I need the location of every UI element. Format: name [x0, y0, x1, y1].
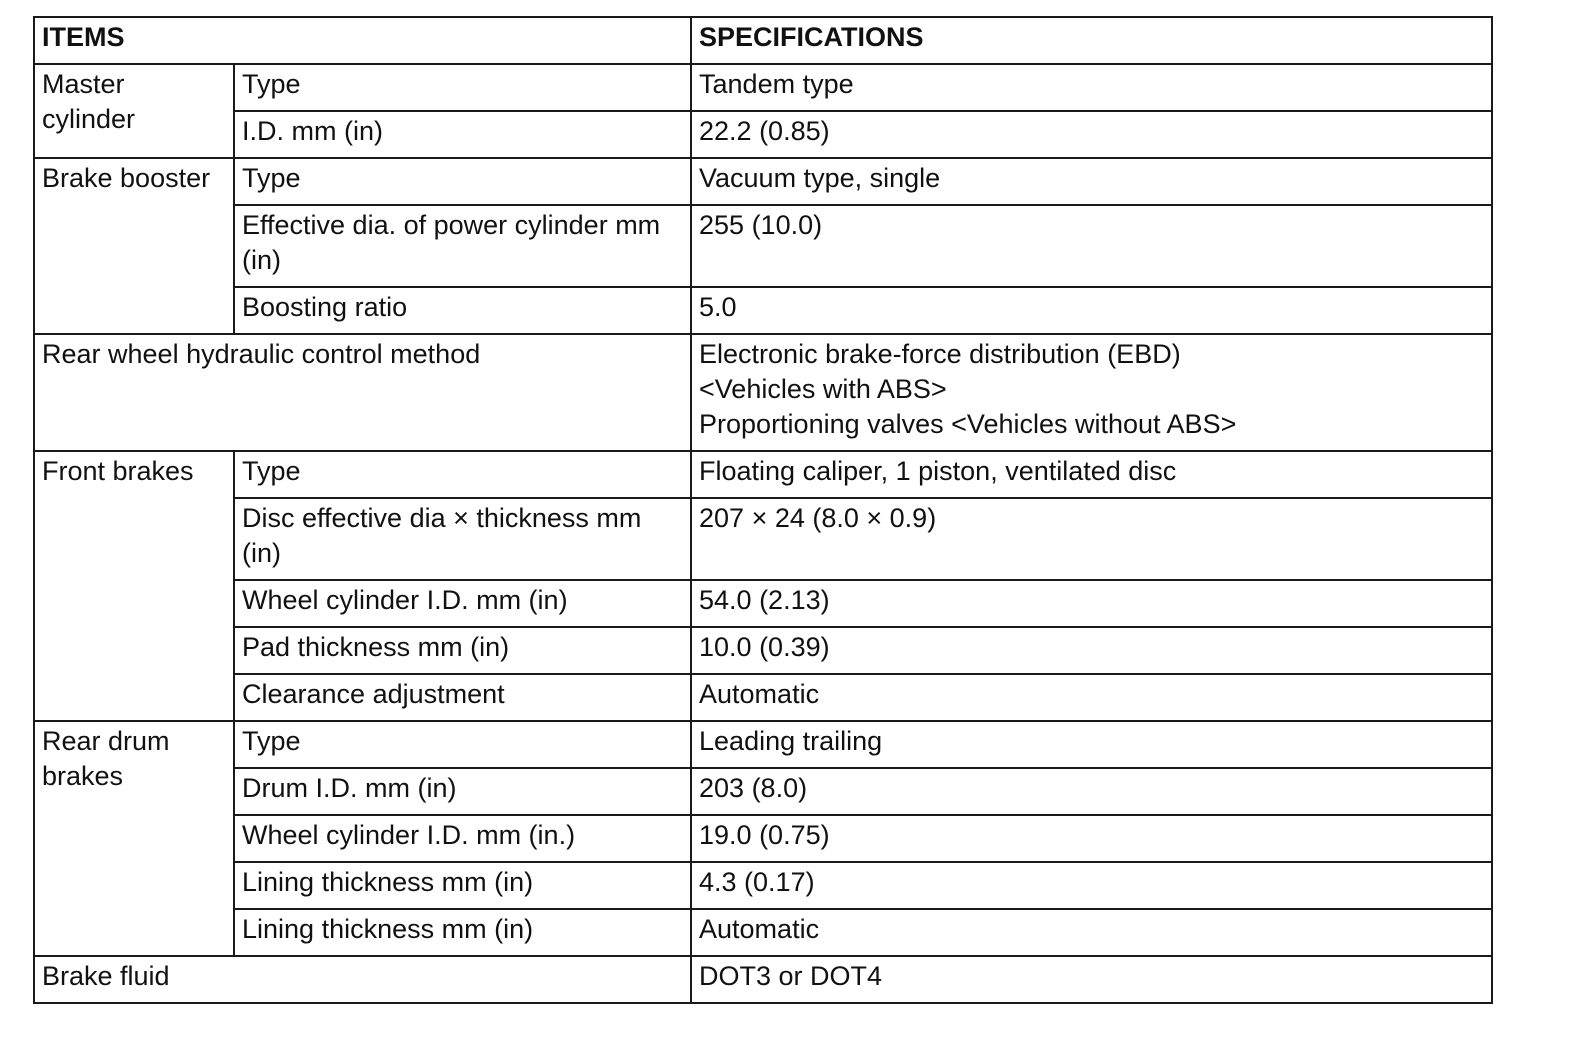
- item-label: Type: [234, 451, 691, 498]
- items-header: ITEMS: [34, 17, 691, 64]
- header-row: [34, 17, 1492, 64]
- table-row: [34, 862, 1492, 909]
- item-label: Type: [234, 64, 691, 111]
- spec-value: 4.3 (0.17): [691, 862, 1492, 909]
- table-row: [34, 721, 1492, 768]
- item-label: I.D. mm (in): [234, 111, 691, 158]
- table-row: [34, 64, 1492, 111]
- rear-wheel-control-label: Rear wheel hydraulic control method: [34, 334, 691, 451]
- table-row: [34, 111, 1492, 158]
- spec-value: 54.0 (2.13): [691, 580, 1492, 627]
- rear-drum-brakes-label: Rear drum brakes: [34, 721, 234, 956]
- spec-value: 22.2 (0.85): [691, 111, 1492, 158]
- brake-specifications-table: [33, 16, 1493, 1004]
- item-label: Lining thickness mm (in): [234, 862, 691, 909]
- spec-value: DOT3 or DOT4: [691, 956, 1492, 1003]
- item-label: Lining thickness mm (in): [234, 909, 691, 956]
- item-label: Wheel cylinder I.D. mm (in): [234, 580, 691, 627]
- spec-value: 255 (10.0): [691, 205, 1492, 287]
- spec-value: 5.0: [691, 287, 1492, 334]
- table-row: [34, 580, 1492, 627]
- table-row: [34, 674, 1492, 721]
- spec-value: Leading trailing: [691, 721, 1492, 768]
- item-label: Type: [234, 721, 691, 768]
- table-row: [34, 768, 1492, 815]
- spec-value: 207 × 24 (8.0 × 0.9): [691, 498, 1492, 580]
- table-row: [34, 627, 1492, 674]
- specifications-header: SPECIFICATIONS: [691, 17, 1492, 64]
- table-row: [34, 909, 1492, 956]
- spec-value: Electronic brake-force distribution (EBD) <Vehicles with ABS> Proportioning valves <Vehicles without ABS>: [691, 334, 1492, 451]
- item-label: Pad thickness mm (in): [234, 627, 691, 674]
- item-label: Type: [234, 158, 691, 205]
- spec-value: Tandem type: [691, 64, 1492, 111]
- spec-value: Automatic: [691, 674, 1492, 721]
- spec-value: 19.0 (0.75): [691, 815, 1492, 862]
- table-row: [34, 287, 1492, 334]
- item-label: Disc effective dia × thickness mm (in): [234, 498, 691, 580]
- brake-fluid-label: Brake fluid: [34, 956, 691, 1003]
- table-row: [34, 956, 1492, 1003]
- brake-booster-label: Brake booster: [34, 158, 234, 334]
- table-row: [34, 451, 1492, 498]
- item-label: Wheel cylinder I.D. mm (in.): [234, 815, 691, 862]
- item-label: Drum I.D. mm (in): [234, 768, 691, 815]
- table-row: [34, 815, 1492, 862]
- spec-value: Floating caliper, 1 piston, ventilated disc: [691, 451, 1492, 498]
- table-row: [34, 205, 1492, 287]
- front-brakes-label: Front brakes: [34, 451, 234, 721]
- spec-value: Vacuum type, single: [691, 158, 1492, 205]
- item-label: Boosting ratio: [234, 287, 691, 334]
- item-label: Clearance adjustment: [234, 674, 691, 721]
- spec-value: 203 (8.0): [691, 768, 1492, 815]
- master-cylinder-label: Master cylinder: [34, 64, 234, 158]
- table-row: [34, 158, 1492, 205]
- item-label: Effective dia. of power cylinder mm (in): [234, 205, 691, 287]
- spec-value: Automatic: [691, 909, 1492, 956]
- spec-value: 10.0 (0.39): [691, 627, 1492, 674]
- table-row: [34, 334, 1492, 451]
- table-row: [34, 498, 1492, 580]
